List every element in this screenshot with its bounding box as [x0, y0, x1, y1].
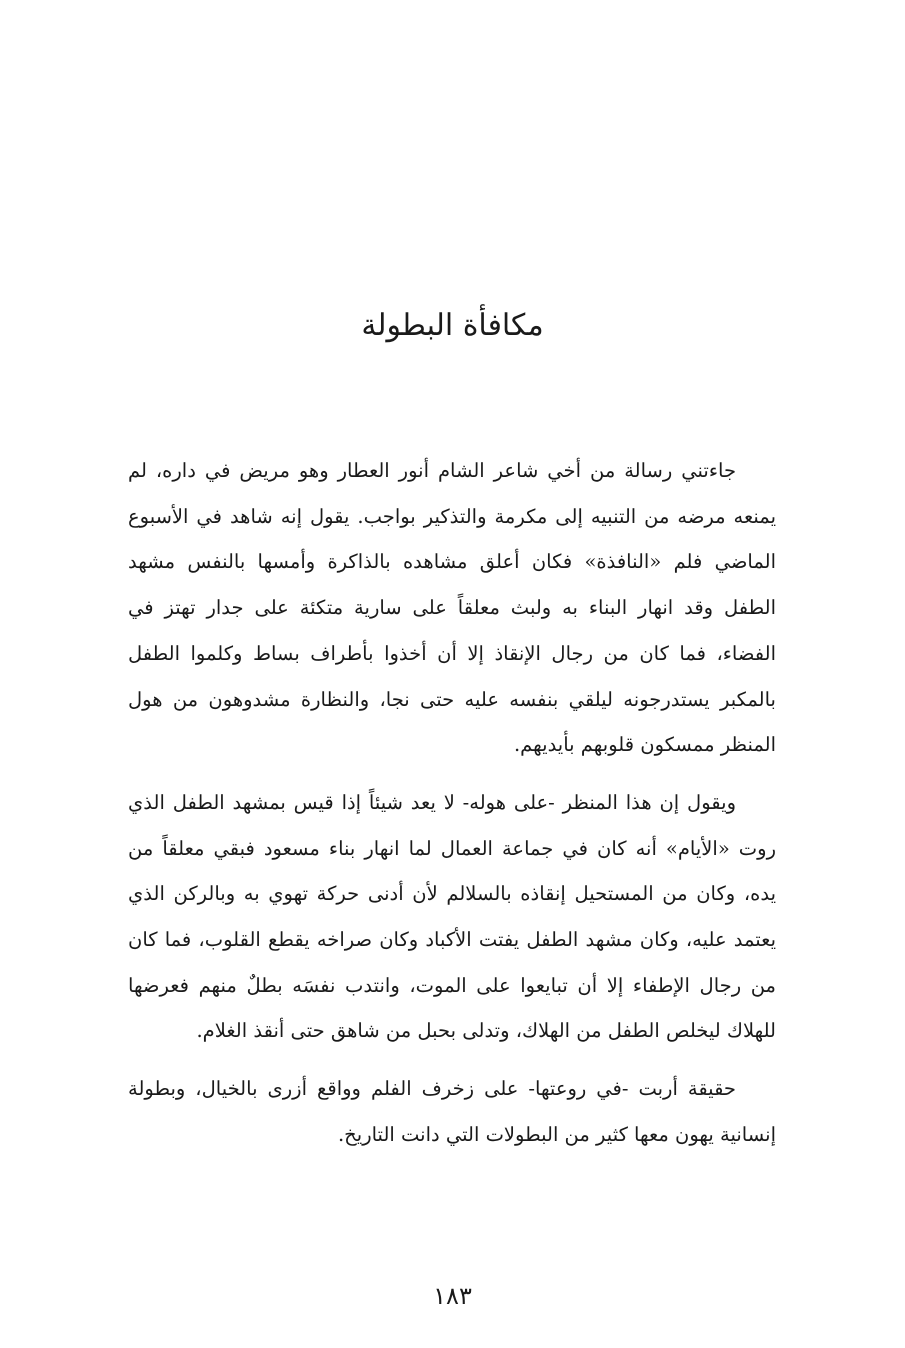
page-number: ١٨٣ — [433, 1282, 472, 1310]
body-text — [128, 448, 776, 1170]
paragraph-2: ويقول إن هذا المنظر -على هوله- لا يعد شيئاً إذا قيس بمشهد الطفل الذي روت «الأيام» أنه كان في جماعة العمال لما انهار بناء مسعود فبقي معلقاً من يده، وكان من المستحيل إنقاذه بالسلالم لأن أدنى حركة تهوي به وبالركن الذي يعتمد عليه، وكان مشهد الطفل يفتت الأكباد وكان صراخه يقطع القلوب، فما كان من رجال الإطفاء إلا أن تبايعوا على الموت، وانتدب نفسَه بطلٌ منهم فعرضها للهلاك ليخلص الطفل من الهلاك، وتدلى بحبل من شاهق حتى أنقذ الغلام. — [128, 790, 776, 1043]
chapter-title: مكافأة البطولة — [361, 308, 544, 343]
paragraph-3: حقيقة أربت -في روعتها- على زخرف الفلم وواقع أزرى بالخيال، وبطولة إنسانية يهون معها كثير من البطولات التي دانت التاريخ. — [128, 1077, 776, 1146]
paragraph-1: جاءتني رسالة من أخي شاعر الشام أنور العطار وهو مريض في داره، لم يمنعه مرضه من التنبيه إلى مكرمة والتذكير بواجب. يقول إنه شاهد في الأسبوع الماضي فلم «النافذة» فكان أعلق مشاهده بالذاكرة وأمسها بالنفس مشهد الطفل وقد انهار البناء به ولبث معلقاً على سارية متكئة على جدار تهتز في الفضاء، فما كان من رجال الإنقاذ إلا أن أخذوا بأطراف بساط وكلموا الطفل بالمكبر يستدرجونه ليلقي بنفسه عليه حتى نجا، والنظارة مشدوهون من هول المنظر ممسكون قلوبهم بأيديهم. — [128, 459, 776, 757]
